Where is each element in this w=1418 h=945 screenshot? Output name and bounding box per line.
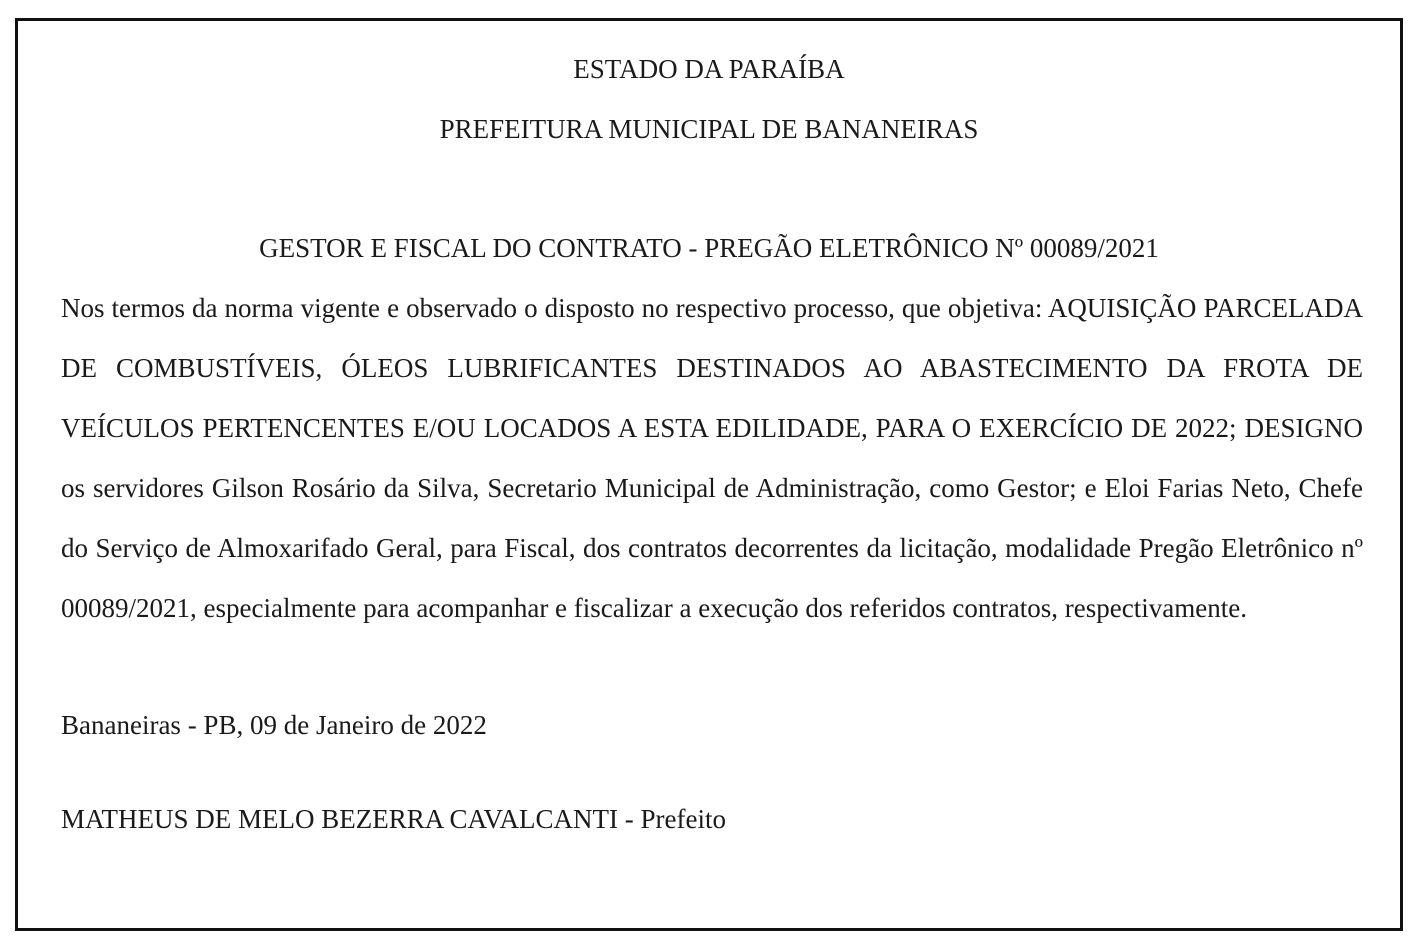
- document-body: Nos termos da norma vigente e observado o disposto no respectivo processo, que objetiva: AQUISIÇÃO PARCELADA DE COMBUSTÍVEIS, ÓLEOS LUBRIFICANTES DESTINADOS AO ABASTECIMENTO DA FROTA DE VEÍCULOS PERTENCENTES E/OU LOCADOS A ESTA EDILIDADE, PARA O EXERCÍCIO DE 2022; DESIGNO os servidores Gilson Rosário da Silva, Secretario Municipal de Administração, como Gestor; e Eloi Farias Neto, Chefe do Serviço de Almoxarifado Geral, para Fiscal, dos contratos decorrentes da licitação, modalidade Pregão Eletrônico nº 00089/2021, especialmente para acompanhar e fiscalizar a execução dos referidos contratos, respectivamente.: [61, 293, 1363, 623]
- place-date: Bananeiras - PB, 09 de Janeiro de 2022: [61, 710, 487, 740]
- state-heading: ESTADO DA PARAÍBA: [573, 54, 845, 84]
- signature-line: MATHEUS DE MELO BEZERRA CAVALCANTI - Prefeito: [61, 804, 726, 834]
- document-border: [15, 18, 1403, 931]
- document-title: GESTOR E FISCAL DO CONTRATO - PREGÃO ELETRÔNICO Nº 00089/2021: [259, 233, 1159, 263]
- municipality-heading: PREFEITURA MUNICIPAL DE BANANEIRAS: [439, 114, 979, 144]
